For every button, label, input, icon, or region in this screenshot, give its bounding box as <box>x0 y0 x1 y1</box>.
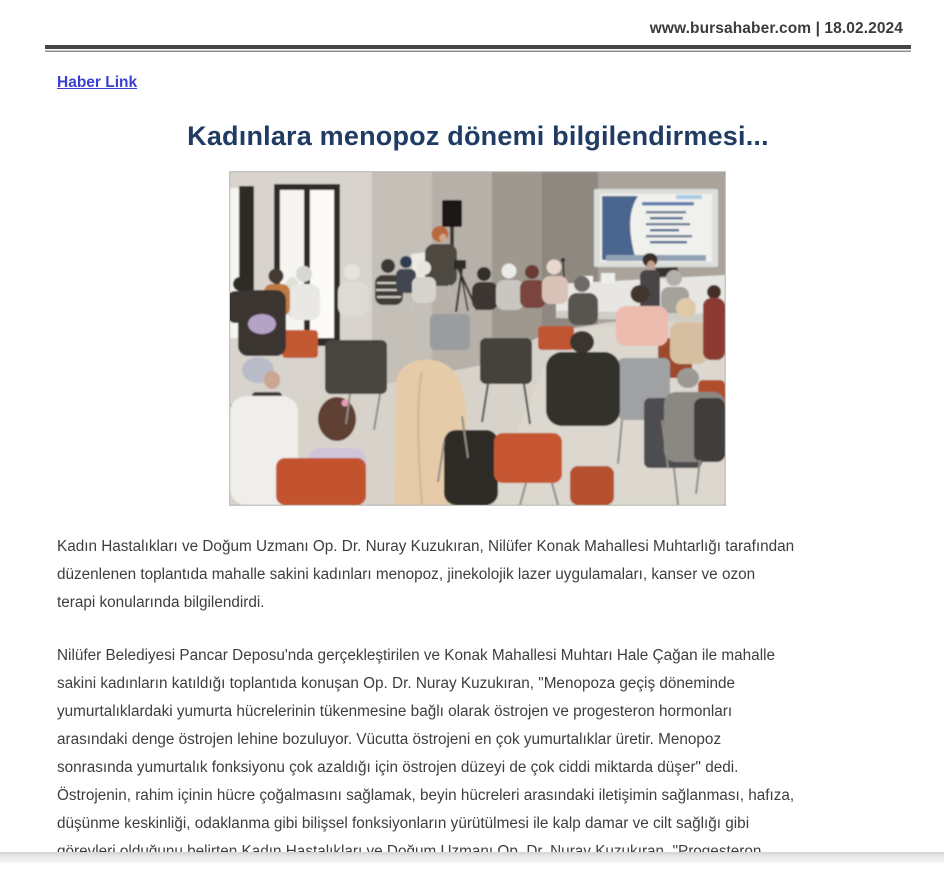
text-line: düşünme keskinliği, odaklanma gibi bilişsel fonksiyonların yürütülmesi ile kalp damar ve cilt sağlığı gibi <box>57 815 750 832</box>
standing-presenter <box>640 253 660 314</box>
page-bottom-fade <box>0 852 944 863</box>
article-paragraph-2 <box>57 642 919 866</box>
page-bottom-whitespace <box>0 863 944 894</box>
text-line: sakini kadınların katıldığı toplantıda konuşan Op. Dr. Nuray Kuzukıran, "Menopoza geçiş döneminde <box>57 675 736 692</box>
text-line: Nilüfer Belediyesi Pancar Deposu'nda gerçekleştirilen ve Konak Mahallesi Muhtarı Hale Çağan ile mahalle <box>57 647 775 664</box>
text-line: terapi konularında bilgilendirdi. <box>57 594 265 611</box>
news-link[interactable]: Haber Link <box>57 74 138 91</box>
text-line: arasındaki denge östrojen lehine bozuluyor. Vücutta östrojeni en çok yumurtalıklar üretir. Menopoz <box>57 731 722 748</box>
header-rule <box>45 45 911 53</box>
text-line: sonrasında yumurtalık fonksiyonu çok azaldığı için östrojen düzeyi de çok ciddi miktarda düşer" dedi. <box>57 759 739 776</box>
article-title: Kadınlara menopoz dönemi bilgilendirmesi... <box>187 121 769 151</box>
text-line: Kadın Hastalıkları ve Doğum Uzmanı Op. Dr. Nuray Kuzukıran, Nilüfer Konak Mahallesi Muhtarlığı tarafından <box>57 538 795 555</box>
seminar-photo-illustration <box>230 172 725 505</box>
article-body <box>57 533 919 891</box>
text-line: düzenlenen toplantıda mahalle sakini kadınları menopoz, jinekolojik lazer uygulamaları, kanser ve ozon <box>57 566 756 583</box>
article-paragraph-1 <box>57 533 919 617</box>
text-line: yumurtalıklardaki yumurta hücrelerinin tükenmesine bağlı olarak östrojen ve progesteron hormonları <box>57 703 733 720</box>
text-line: Östrojenin, rahim içinin hücre çoğalmasını sağlamak, beyin hücreleri arasındaki iletişimin sağlanması, hafıza, <box>57 787 795 804</box>
header-site-and-date: www.bursahaber.com | 18.02.2024 <box>649 20 903 37</box>
article-photo <box>230 172 725 505</box>
projection-screen <box>594 189 718 267</box>
